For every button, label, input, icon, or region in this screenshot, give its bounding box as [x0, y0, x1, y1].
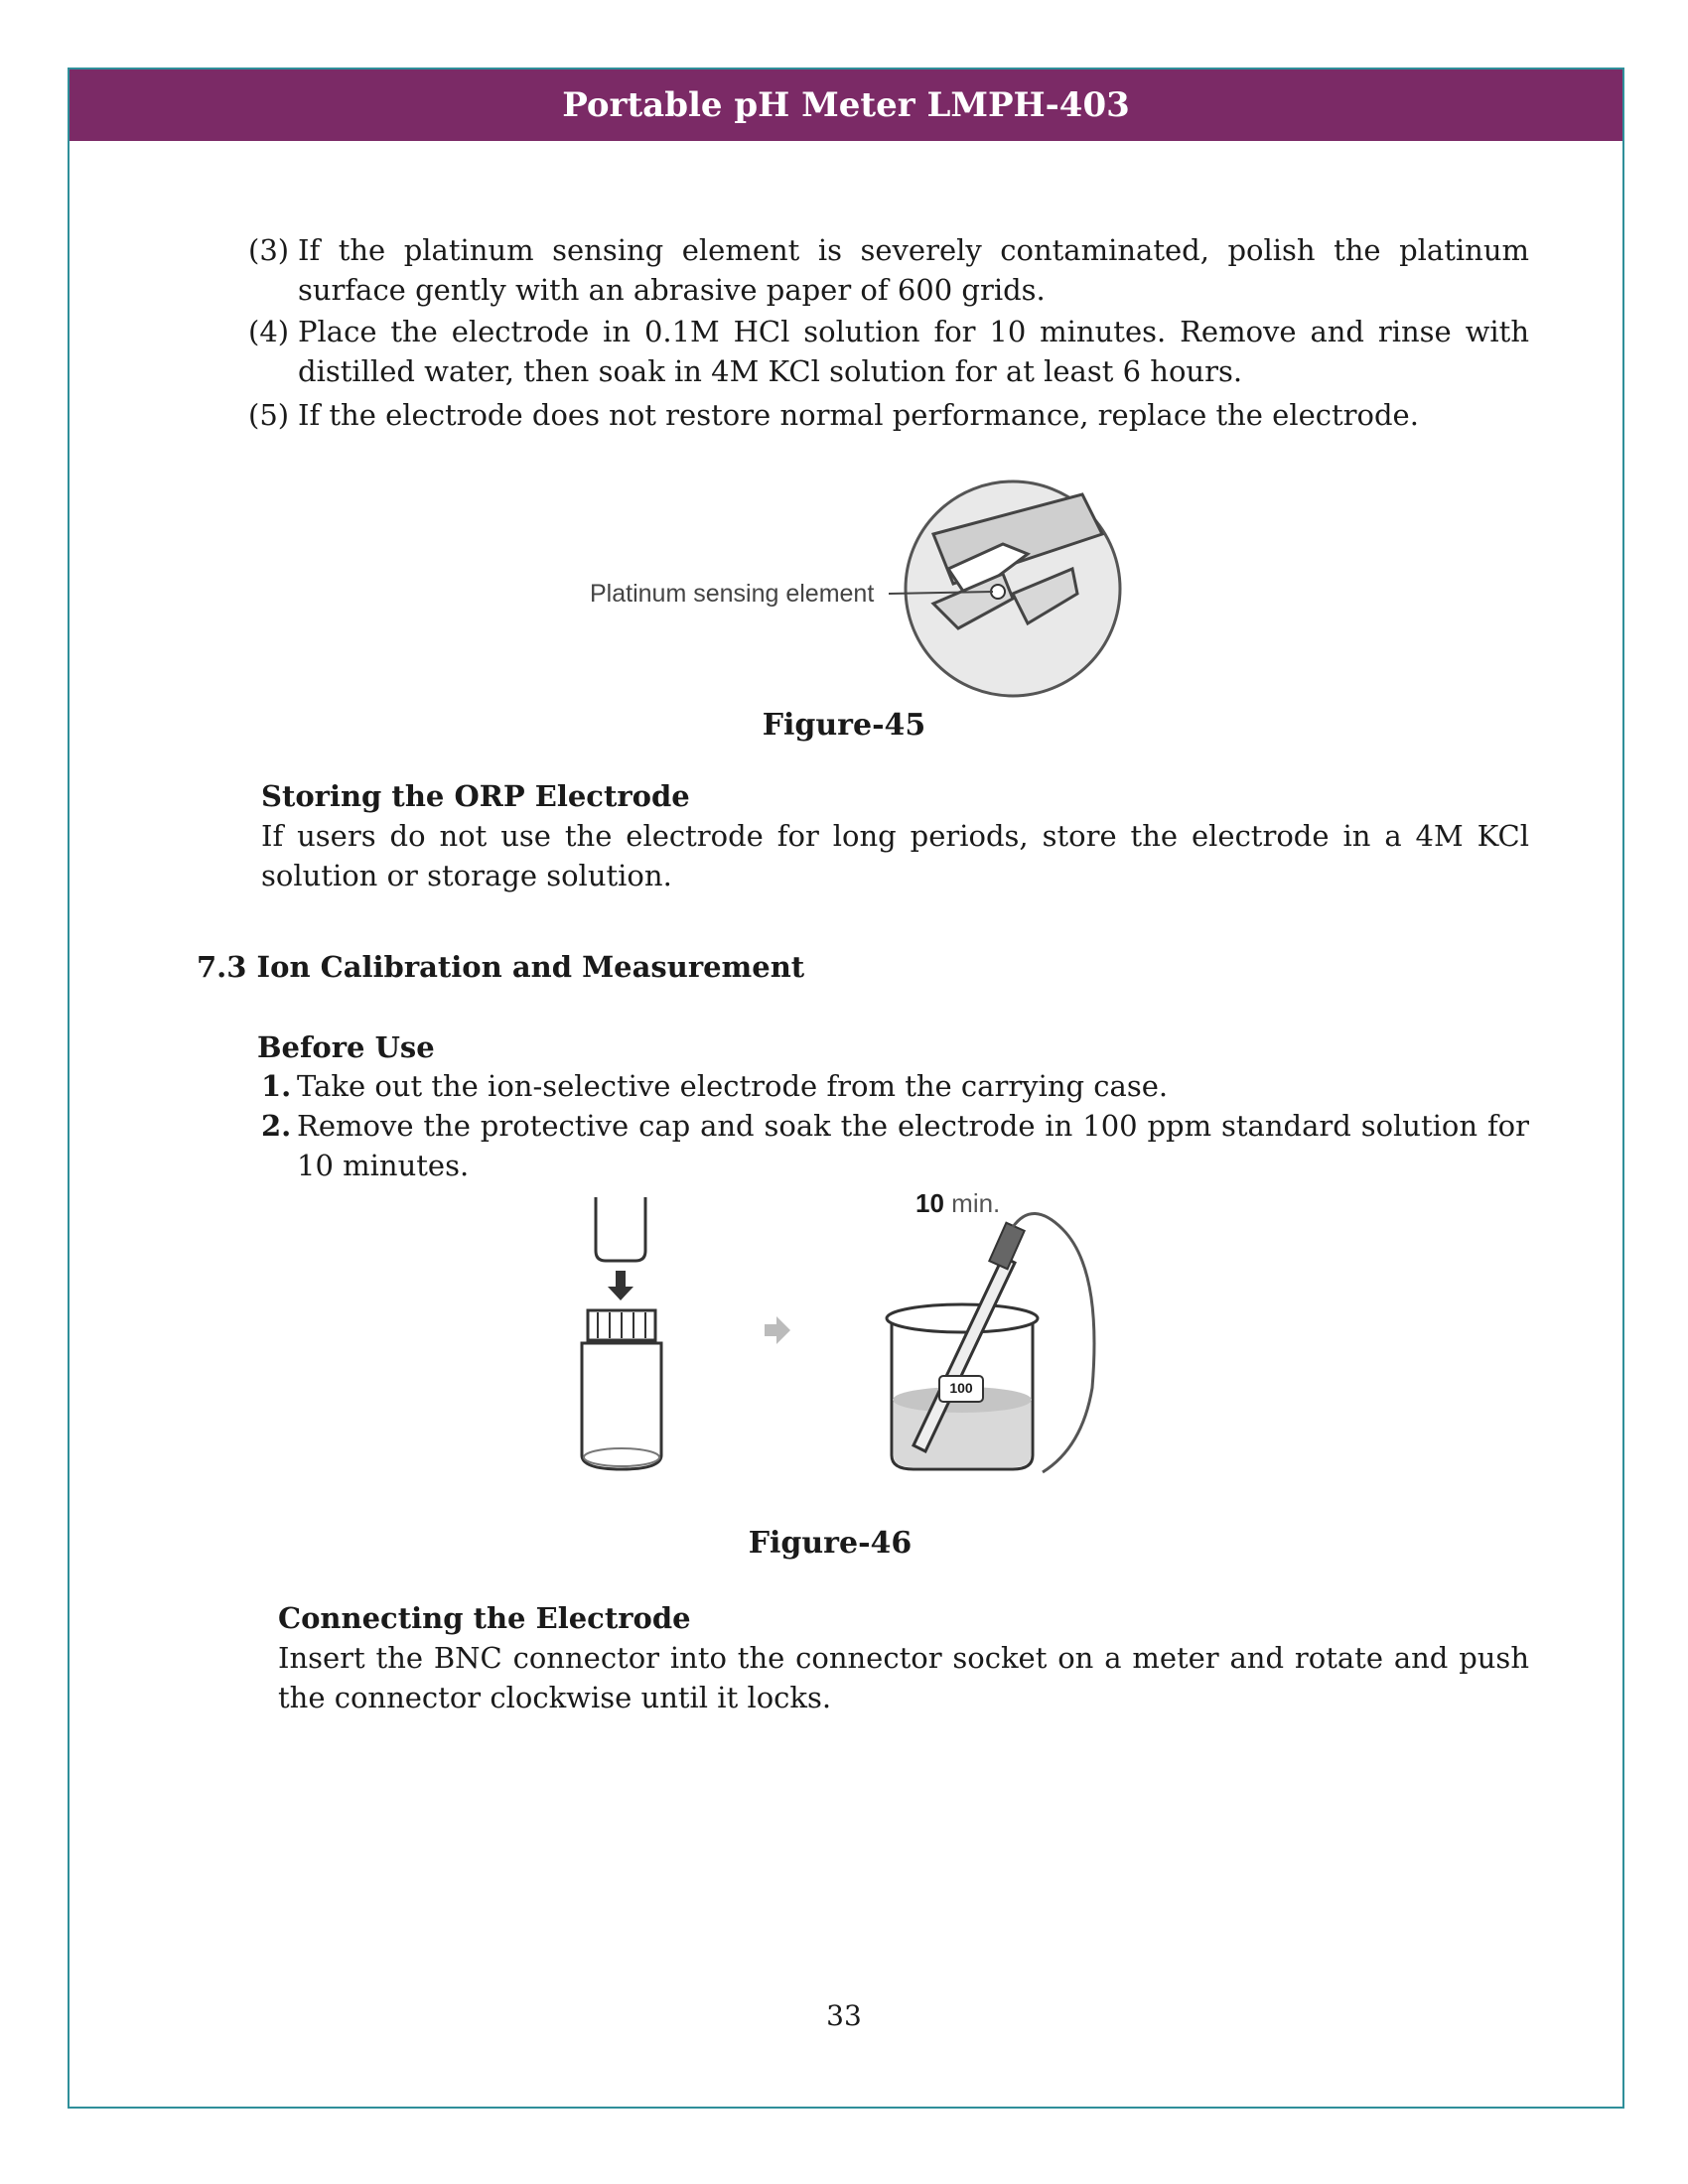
section-title: 7.3 Ion Calibration and Measurement — [197, 950, 805, 984]
step-number: (3) — [248, 233, 290, 267]
connecting-text: Insert the BNC connector into the connector socket on a meter and rotate and push the connector clockwise until it locks. — [278, 1641, 1529, 1714]
time-value: 10 — [915, 1188, 944, 1218]
soak-electrode-diagram — [566, 1189, 1132, 1477]
step-number: (4) — [248, 315, 290, 348]
page-header: Portable pH Meter LMPH-403 — [70, 69, 1622, 141]
figure-46-time — [915, 1183, 1000, 1223]
step-text: Place the electrode in 0.1M HCl solution for 10 minutes. Remove and rinse with distilled water, then soak in 4M KCl solution for at least 6 hours. — [298, 315, 1529, 388]
figure-46-illustration — [566, 1189, 1132, 1477]
list-item-step-5 — [248, 395, 1529, 435]
beaker-label: 100 — [949, 1380, 973, 1396]
figure-45-caption: Figure-45 — [762, 708, 926, 743]
list-item-step-4 — [248, 312, 1529, 391]
step-text: Remove the protective cap and soak the electrode in 100 ppm standard solution for 10 minutes. — [297, 1109, 1529, 1182]
list-item-before-use-1 — [261, 1066, 1529, 1106]
page-number: 33 — [826, 1999, 862, 2032]
connecting-heading: Connecting the Electrode — [278, 1601, 691, 1635]
storing-text: If users do not use the electrode for long periods, store the electrode in a 4M KCl solution or storage solution. — [261, 819, 1529, 892]
list-item-before-use-2 — [261, 1106, 1529, 1185]
step-number: 2. — [261, 1109, 292, 1143]
arrow-right-icon — [765, 1316, 790, 1344]
arrow-down-icon — [608, 1271, 633, 1300]
before-use-heading: Before Use — [257, 1030, 435, 1064]
step-text: If the electrode does not restore normal performance, replace the electrode. — [298, 398, 1419, 432]
step-text: If the platinum sensing element is severely contaminated, polish the platinum surface gently with an abrasive paper of 600 grids. — [298, 233, 1529, 307]
time-unit: min. — [951, 1188, 1001, 1218]
figure-46-caption: Figure-46 — [748, 1526, 913, 1561]
step-number: (5) — [248, 398, 290, 432]
list-item-step-3 — [248, 230, 1529, 310]
storing-heading: Storing the ORP Electrode — [261, 779, 690, 813]
step-number: 1. — [261, 1069, 292, 1103]
figure-45-label: Platinum sensing element — [590, 580, 875, 608]
step-text: Take out the ion-selective electrode from the carrying case. — [297, 1069, 1169, 1103]
